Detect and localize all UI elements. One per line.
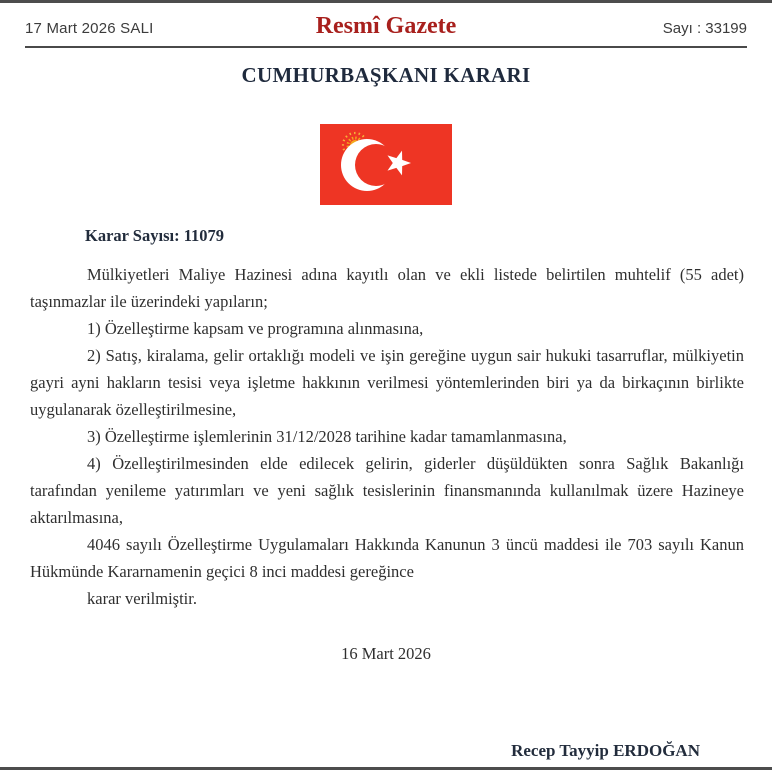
body-paragraph: 4) Özelleştirilmesinden elde edilecek gelirin, giderler düşüldükten sonra Sağlık Bakanlığı tarafından yenileme yatırımları ve yeni sağlık tesislerinin finansmanında kullanılmak üzere Hazineye aktarılmasına, — [30, 454, 744, 527]
top-frame-rule — [0, 0, 772, 3]
president-signature: Recep Tayyip ERDOĞAN — [511, 741, 700, 760]
issue-number: Sayı : 33199 — [662, 20, 747, 37]
body-paragraph: karar verilmiştir. — [87, 589, 197, 608]
gazette-header — [0, 0, 772, 46]
turkish-flag-svg — [320, 124, 452, 205]
header-divider-rule — [25, 46, 747, 48]
document-heading: CUMHURBAŞKANI KARARI — [241, 63, 531, 87]
body-paragraph: 3) Özelleştirme işlemlerinin 31/12/2028 tarihine kadar tamamlanmasına, — [87, 427, 567, 446]
gazette-title: Resmî Gazete — [315, 13, 457, 39]
publication-date: 17 Mart 2026 SALI — [25, 20, 154, 37]
decision-body — [30, 261, 744, 612]
body-paragraph: Mülkiyetleri Maliye Hazinesi adına kayıtlı olan ve ekli listede belirtilen muhtelif (55 adet) taşınmazlar ile üzerindeki yapıların; — [30, 265, 744, 311]
decision-number: Karar Sayısı: 11079 — [85, 226, 225, 245]
decision-date: 16 Mart 2026 — [341, 644, 431, 663]
body-paragraph: 2) Satış, kiralama, gelir ortaklığı modeli ve işin gereğine uygun sair hukuki tasarruflar, mülkiyetin gayri ayni hakların tesisi veya işletme hakkının verilmesi yöntemlerinden biri ya da birkaçının birlikte uygulanarak özelleştirilmesine, — [30, 346, 744, 419]
body-paragraph: 4046 sayılı Özelleştirme Uygulamaları Hakkında Kanunun 3 üncü maddesi ile 703 sayılı Kanun Hükmünde Kararnamenin geçici 8 inci maddesi gereğince — [30, 535, 744, 581]
body-paragraph: 1) Özelleştirme kapsam ve programına alınmasına, — [87, 319, 424, 338]
turkish-flag-icon — [320, 124, 452, 205]
